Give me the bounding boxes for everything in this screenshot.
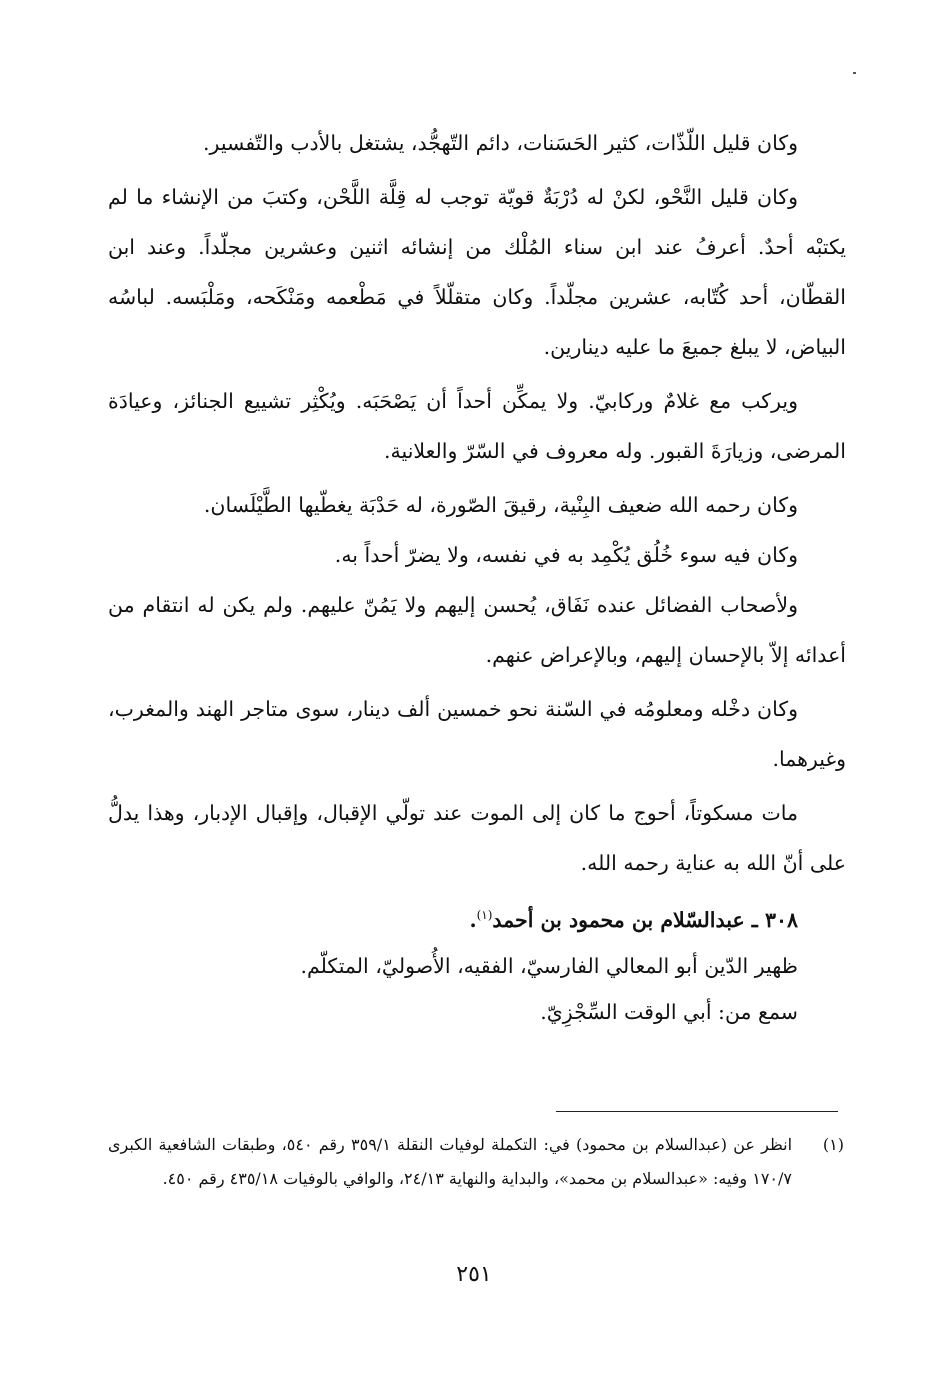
footnote bbox=[108, 1128, 844, 1196]
footnote-divider bbox=[556, 1111, 838, 1112]
footnote-number: (١) bbox=[822, 1135, 844, 1154]
paragraph: وكان قليل النَّحْو، لكنْ له دُرْبَةٌ قويّة توجب له قِلَّة اللَّحْن، وكتبَ من الإنشاء ما لم يكتبْه أحدٌ. أعرفُ عند ابن سناء المُلْك من إنشائه اثنين وعشرين مجلّداً. وعند ابن القطّان، أحد كُتّابه، عشرين مجلّداً. وكان متقلّلاً في مَطْعمه ومَنْكَحه، ومَلْبَسه. لباسُه البياض، لا يبلغ جميعَ ما عليه دينارين. bbox=[108, 185, 846, 359]
entry-heading bbox=[108, 892, 846, 943]
footnote-reference[interactable]: (١) bbox=[476, 908, 493, 922]
paragraph: وكان رحمه الله ضعيف البِنْية، رقيقَ الصّورة، له حَدْبَة يغطّيها الطَّيْلَسان. bbox=[203, 493, 798, 517]
paragraph: ويركب مع غلامٌ وركابيّ. ولا يمكِّن أحداً أن يَصْحَبَه. ويُكْثِر تشييع الجنائز، وعيادَة المرضى، وزيارَةَ القبور. وله معروف في السّرّ والعلانية. bbox=[108, 389, 846, 463]
entry-heading-end: . bbox=[469, 907, 477, 932]
paragraph: مات مسكوتاً، أحوج ما كان إلى الموت عند تولّي الإقبال، وإقبال الإدبار، وهذا يدلُّ على أنّ الله به عناية رحمه الله. bbox=[108, 801, 846, 875]
entry-title: ٣٠٨ ـ عبدالسّلام بن محمود بن أحمد bbox=[492, 907, 798, 932]
footnote-text: انظر عن (عبدالسلام بن محمود) في: التكملة لوفيات النقلة ٣٥٩/١ رقم ٥٤٠، وطبقات الشافعية الكبرى ١٧٠/٧ وفيه: «عبدالسلام بن محمد»، والبداية والنهاية ٢٤/١٣، والوافي بالوفيات ٤٣٥/١٨ رقم ٤٥٠. bbox=[108, 1135, 793, 1188]
scan-mark bbox=[853, 72, 856, 74]
entry-teachers: سمع من: أبي الوقت السِّجْزِيّ. bbox=[540, 999, 798, 1024]
paragraph: ولأصحاب الفضائل عنده نَفَاق، يُحسن إليهم ولا يَمُنّ عليهم. ولم يكن له انتقام من أعدائه إلاّ بالإحسان إليهم، وبالإعراض عنهم. bbox=[108, 593, 846, 667]
main-text bbox=[108, 118, 846, 1035]
paragraph: وكان فيه سوء خُلُق يُكْمِد به في نفسه، ولا يضرّ أحداً به. bbox=[334, 543, 798, 567]
paragraph: وكان قليل اللّذّات، كثير الحَسَنات، دائم التّهجُّد، يشتغل بالأدب والتّفسير. bbox=[203, 131, 798, 155]
entry-description: ظهير الدّين أبو المعالي الفارسيّ، الفقيه، الأُصوليّ، المتكلّم. bbox=[300, 953, 798, 978]
page-number: ٢٥١ bbox=[456, 1262, 492, 1287]
paragraph: وكان دخْله ومعلومُه في السّنة نحو خمسين ألف دينار، سوى متاجر الهند والمغرب، وغيرهما. bbox=[108, 697, 846, 771]
